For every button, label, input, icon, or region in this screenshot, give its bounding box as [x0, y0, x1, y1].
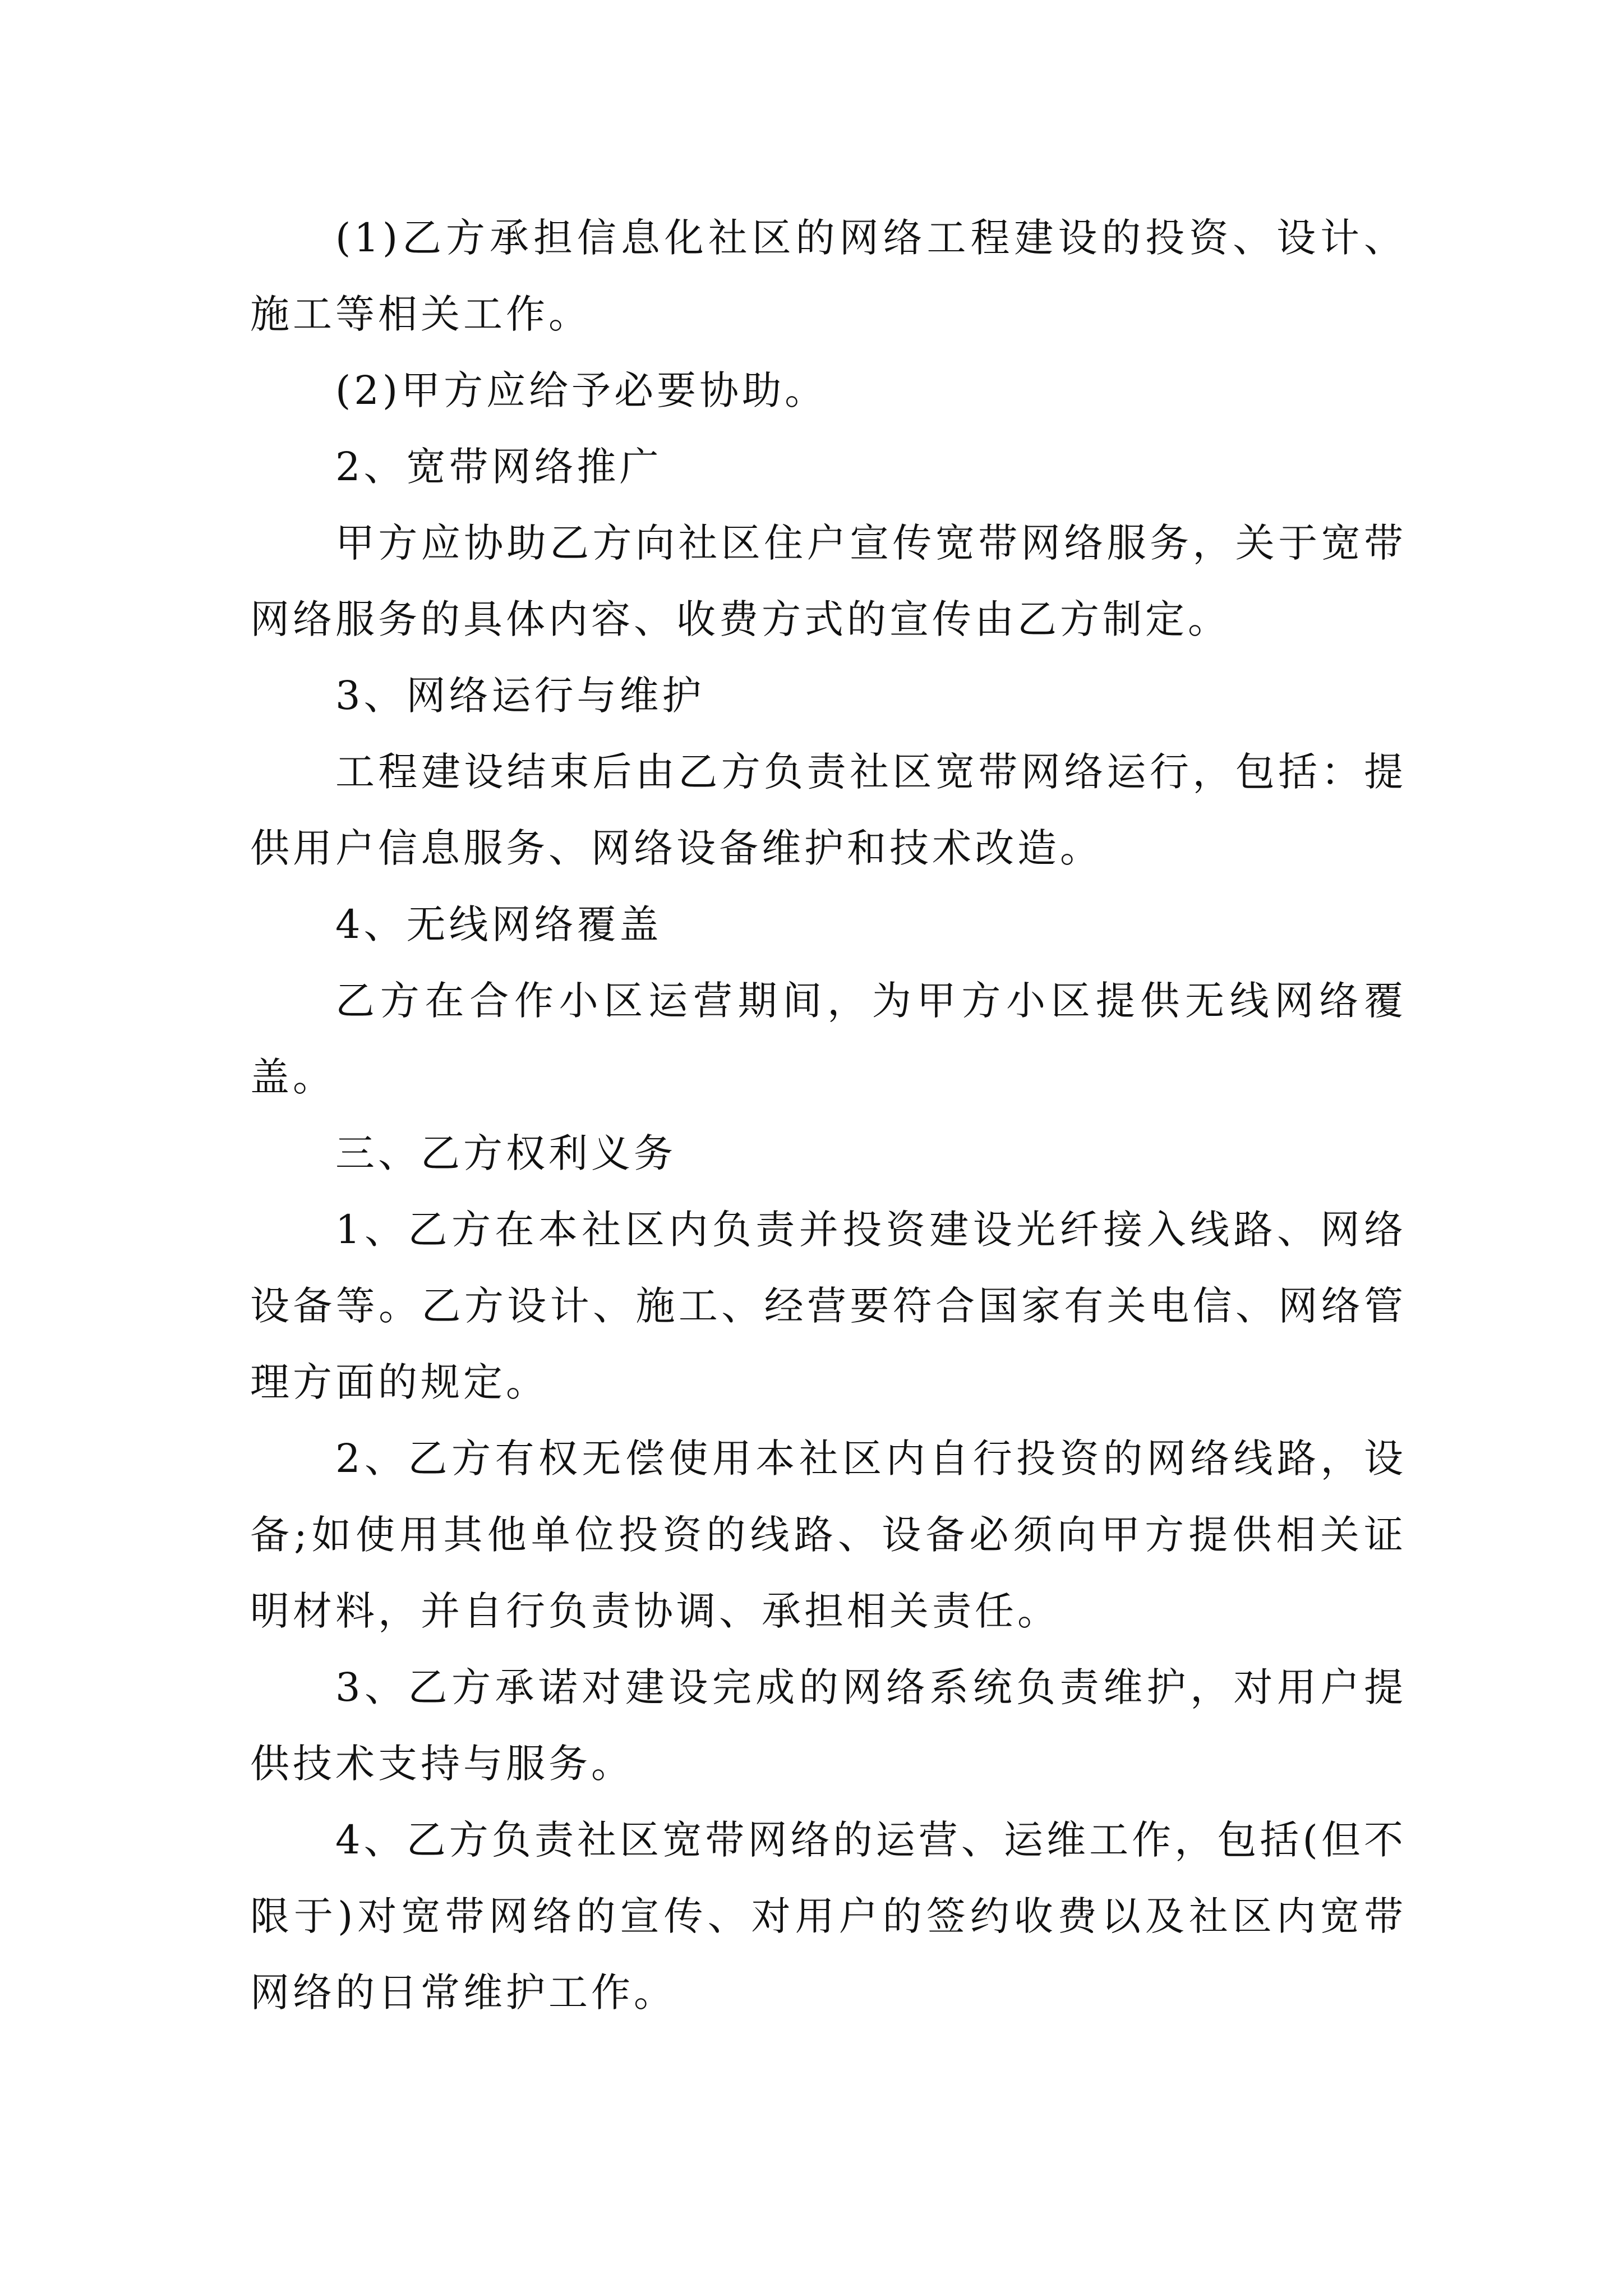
paragraph-rights-2: 2、乙方有权无偿使用本社区内自行投资的网络线路，设备;如使用其他单位投资的线路、设备必须向甲方提供相关证明材料，并自行负责协调、承担相关责任。: [250, 1435, 1407, 1634]
paragraph-wireless: 乙方在合作小区运营期间，为甲方小区提供无线网络覆盖。: [250, 978, 1407, 1100]
section-heading-network-operation: 3、网络运行与维护: [335, 673, 705, 719]
section-heading-broadband-promotion: 2、宽带网络推广: [335, 444, 662, 490]
section-heading-party-b-rights: 三、乙方权利义务: [335, 1130, 676, 1176]
paragraph-2: (2)甲方应给予必要协助。: [335, 367, 828, 413]
paragraph-operation: 工程建设结束后由乙方负责社区宽带网络运行，包括：提供用户信息服务、网络设备维护和技术改造。: [250, 749, 1407, 871]
paragraph-1: (1)乙方承担信息化社区的网络工程建设的投资、设计、施工等相关工作。: [250, 215, 1407, 337]
paragraph-rights-1: 1、乙方在本社区内负责并投资建设光纤接入线路、网络设备等。乙方设计、施工、经营要符合国家有关电信、网络管理方面的规定。: [250, 1207, 1407, 1405]
paragraph-rights-3: 3、乙方承诺对建设完成的网络系统负责维护，对用户提供技术支持与服务。: [250, 1664, 1407, 1787]
paragraph-rights-4: 4、乙方负责社区宽带网络的运营、运维工作，包括(但不限于)对宽带网络的宣传、对用户的签约收费以及社区内宽带网络的日常维护工作。: [250, 1817, 1407, 2016]
paragraph-promotion: 甲方应协助乙方向社区住户宣传宽带网络服务，关于宽带网络服务的具体内容、收费方式的宣传由乙方制定。: [250, 520, 1407, 642]
section-heading-wireless-coverage: 4、无线网络覆盖: [335, 901, 662, 947]
document-body: [250, 200, 1407, 2031]
